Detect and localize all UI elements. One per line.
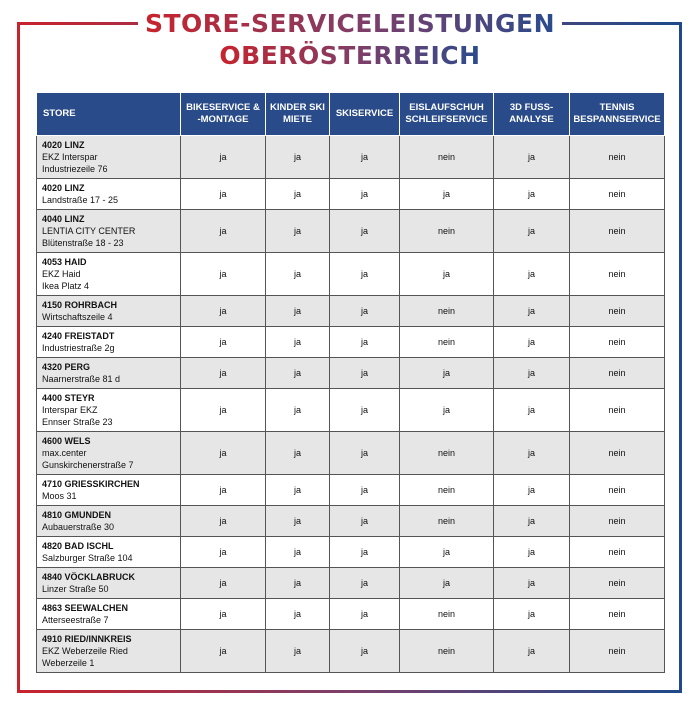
header-eislaufschuh: EISLAUFSCHUH SCHLEIFSERVICE xyxy=(400,93,494,136)
store-cell xyxy=(37,506,181,537)
service-value-cell: ja xyxy=(330,179,400,210)
store-cell xyxy=(37,599,181,630)
service-value-cell: nein xyxy=(400,210,494,253)
service-value-cell: ja xyxy=(266,136,330,179)
table-row xyxy=(37,475,665,506)
store-name: 4040 LINZ xyxy=(42,214,85,224)
store-cell xyxy=(37,179,181,210)
service-value-cell: nein xyxy=(570,475,665,506)
store-cell xyxy=(37,210,181,253)
store-address-line: Linzer Straße 50 xyxy=(42,584,109,594)
service-value-cell: ja xyxy=(266,327,330,358)
store-address-line: EKZ Weberzeile Ried xyxy=(42,646,128,656)
store-address-line: Interspar EKZ xyxy=(42,405,98,415)
store-cell xyxy=(37,389,181,432)
page-title xyxy=(0,8,700,72)
store-address-line: Ikea Platz 4 xyxy=(42,281,90,291)
service-value-cell: nein xyxy=(570,358,665,389)
store-address-line: EKZ Interspar xyxy=(42,152,98,162)
header-store: STORE xyxy=(37,93,181,136)
service-value-cell: ja xyxy=(400,537,494,568)
service-value-cell: ja xyxy=(181,432,266,475)
store-name: 4820 BAD ISCHL xyxy=(42,541,114,551)
store-name: 4863 SEEWALCHEN xyxy=(42,603,129,613)
store-address-line: EKZ Haid xyxy=(42,269,81,279)
service-value-cell: ja xyxy=(181,568,266,599)
service-value-cell: ja xyxy=(494,327,570,358)
header-bikeservice: BIKESERVICE & -MONTAGE xyxy=(181,93,266,136)
service-value-cell: ja xyxy=(266,630,330,673)
service-value-cell: nein xyxy=(570,136,665,179)
service-value-cell: nein xyxy=(570,296,665,327)
service-value-cell: nein xyxy=(400,432,494,475)
service-value-cell: ja xyxy=(181,630,266,673)
store-address-line: LENTIA CITY CENTER xyxy=(42,226,136,236)
header-kinder-ski-miete: KINDER SKI MIETE xyxy=(266,93,330,136)
table-row xyxy=(37,327,665,358)
service-value-cell: ja xyxy=(181,296,266,327)
store-name: 4053 HAID xyxy=(42,257,87,267)
service-value-cell: ja xyxy=(400,358,494,389)
store-address-line: Industriestraße 2g xyxy=(42,343,115,353)
service-value-cell: ja xyxy=(494,506,570,537)
service-value-cell: nein xyxy=(570,210,665,253)
service-value-cell: ja xyxy=(400,568,494,599)
service-value-cell: ja xyxy=(494,475,570,506)
table-header-row xyxy=(37,93,665,136)
store-address-line: Atterseestraße 7 xyxy=(42,615,109,625)
store-address-line: Industriezeile 76 xyxy=(42,164,108,174)
service-value-cell: ja xyxy=(266,253,330,296)
store-cell xyxy=(37,296,181,327)
header-3d-fussanalyse: 3D FUSS-ANALYSE xyxy=(494,93,570,136)
store-cell xyxy=(37,630,181,673)
service-value-cell: nein xyxy=(570,432,665,475)
service-value-cell: ja xyxy=(330,210,400,253)
service-value-cell: ja xyxy=(266,179,330,210)
service-value-cell: nein xyxy=(400,327,494,358)
store-address-line: Salzburger Straße 104 xyxy=(42,553,133,563)
service-value-cell: ja xyxy=(266,568,330,599)
service-value-cell: ja xyxy=(400,253,494,296)
service-value-cell: nein xyxy=(400,599,494,630)
service-value-cell: nein xyxy=(400,296,494,327)
table-row xyxy=(37,179,665,210)
table-row xyxy=(37,210,665,253)
store-address-line: Weberzeile 1 xyxy=(42,658,95,668)
table-row xyxy=(37,253,665,296)
service-value-cell: ja xyxy=(181,506,266,537)
service-value-cell: ja xyxy=(181,136,266,179)
service-value-cell: ja xyxy=(494,296,570,327)
service-value-cell: ja xyxy=(181,389,266,432)
store-cell xyxy=(37,475,181,506)
service-value-cell: ja xyxy=(181,537,266,568)
service-value-cell: ja xyxy=(266,506,330,537)
store-name: 4400 STEYR xyxy=(42,393,95,403)
service-value-cell: ja xyxy=(494,253,570,296)
service-value-cell: ja xyxy=(494,210,570,253)
store-cell xyxy=(37,253,181,296)
store-address-line: Ennser Straße 23 xyxy=(42,417,113,427)
store-address-line: Naarnerstraße 81 d xyxy=(42,374,121,384)
service-value-cell: ja xyxy=(266,432,330,475)
header-skiservice: SKISERVICE xyxy=(330,93,400,136)
store-address-line: max.center xyxy=(42,448,87,458)
table-row xyxy=(37,599,665,630)
service-value-cell: ja xyxy=(266,599,330,630)
service-value-cell: ja xyxy=(266,296,330,327)
service-value-cell: ja xyxy=(494,358,570,389)
service-value-cell: ja xyxy=(181,253,266,296)
service-value-cell: nein xyxy=(570,389,665,432)
service-value-cell: ja xyxy=(181,179,266,210)
service-value-cell: ja xyxy=(494,537,570,568)
title-line-1: STORE-SERVICELEISTUNGEN xyxy=(144,9,556,38)
service-value-cell: nein xyxy=(570,506,665,537)
service-value-cell: ja xyxy=(181,475,266,506)
store-address-line: Gunskirchenerstraße 7 xyxy=(42,460,134,470)
store-address-line: Moos 31 xyxy=(42,491,77,501)
service-value-cell: ja xyxy=(181,599,266,630)
store-address-line: Blütenstraße 18 - 23 xyxy=(42,238,124,248)
services-table xyxy=(36,92,665,673)
table-row xyxy=(37,506,665,537)
service-value-cell: ja xyxy=(266,475,330,506)
service-value-cell: ja xyxy=(330,358,400,389)
store-address-line: Wirtschaftszeile 4 xyxy=(42,312,113,322)
service-value-cell: ja xyxy=(266,210,330,253)
service-value-cell: ja xyxy=(494,179,570,210)
service-value-cell: ja xyxy=(330,568,400,599)
service-value-cell: ja xyxy=(330,537,400,568)
service-value-cell: ja xyxy=(330,599,400,630)
service-value-cell: ja xyxy=(494,568,570,599)
service-value-cell: ja xyxy=(400,389,494,432)
service-value-cell: ja xyxy=(494,432,570,475)
store-name: 4320 PERG xyxy=(42,362,91,372)
service-value-cell: ja xyxy=(494,389,570,432)
store-name: 4020 LINZ xyxy=(42,183,85,193)
service-value-cell: ja xyxy=(330,327,400,358)
table-row xyxy=(37,537,665,568)
service-value-cell: nein xyxy=(400,136,494,179)
service-value-cell: ja xyxy=(330,432,400,475)
service-value-cell: nein xyxy=(570,630,665,673)
store-address-line: Landstraße 17 - 25 xyxy=(42,195,119,205)
store-name: 4910 RIED/INNKREIS xyxy=(42,634,132,644)
service-value-cell: ja xyxy=(494,599,570,630)
table-row xyxy=(37,568,665,599)
service-value-cell: nein xyxy=(400,506,494,537)
service-value-cell: ja xyxy=(181,327,266,358)
store-name: 4810 GMUNDEN xyxy=(42,510,112,520)
service-value-cell: ja xyxy=(330,506,400,537)
service-value-cell: ja xyxy=(330,253,400,296)
service-value-cell: nein xyxy=(570,537,665,568)
table-row xyxy=(37,136,665,179)
store-cell xyxy=(37,327,181,358)
service-value-cell: nein xyxy=(570,253,665,296)
table-body xyxy=(37,136,665,673)
store-cell xyxy=(37,568,181,599)
service-value-cell: ja xyxy=(494,630,570,673)
service-value-cell: ja xyxy=(330,630,400,673)
service-value-cell: ja xyxy=(330,296,400,327)
service-value-cell: ja xyxy=(266,358,330,389)
service-value-cell: nein xyxy=(570,599,665,630)
table-row xyxy=(37,432,665,475)
store-cell xyxy=(37,136,181,179)
store-address-line: Aubauerstraße 30 xyxy=(42,522,115,532)
service-value-cell: ja xyxy=(266,389,330,432)
store-name: 4020 LINZ xyxy=(42,140,85,150)
service-value-cell: ja xyxy=(181,358,266,389)
service-value-cell: nein xyxy=(570,568,665,599)
service-value-cell: ja xyxy=(330,475,400,506)
service-value-cell: ja xyxy=(330,389,400,432)
store-name: 4240 FREISTADT xyxy=(42,331,115,341)
table-row xyxy=(37,296,665,327)
store-cell xyxy=(37,432,181,475)
title-line-2: OBERÖSTERREICH xyxy=(219,41,481,70)
service-value-cell: ja xyxy=(266,537,330,568)
table-row xyxy=(37,389,665,432)
service-value-cell: ja xyxy=(494,136,570,179)
service-value-cell: nein xyxy=(570,179,665,210)
table-row xyxy=(37,630,665,673)
service-value-cell: ja xyxy=(330,136,400,179)
store-cell xyxy=(37,537,181,568)
store-cell xyxy=(37,358,181,389)
service-value-cell: ja xyxy=(400,179,494,210)
store-name: 4840 VÖCKLABRUCK xyxy=(42,572,136,582)
service-value-cell: ja xyxy=(181,210,266,253)
header-tennis: TENNIS BESPANNSERVICE xyxy=(570,93,665,136)
service-value-cell: nein xyxy=(570,327,665,358)
table-row xyxy=(37,358,665,389)
store-name: 4150 ROHRBACH xyxy=(42,300,118,310)
store-name: 4600 WELS xyxy=(42,436,91,446)
store-name: 4710 GRIESSKIRCHEN xyxy=(42,479,140,489)
service-value-cell: nein xyxy=(400,475,494,506)
service-value-cell: nein xyxy=(400,630,494,673)
